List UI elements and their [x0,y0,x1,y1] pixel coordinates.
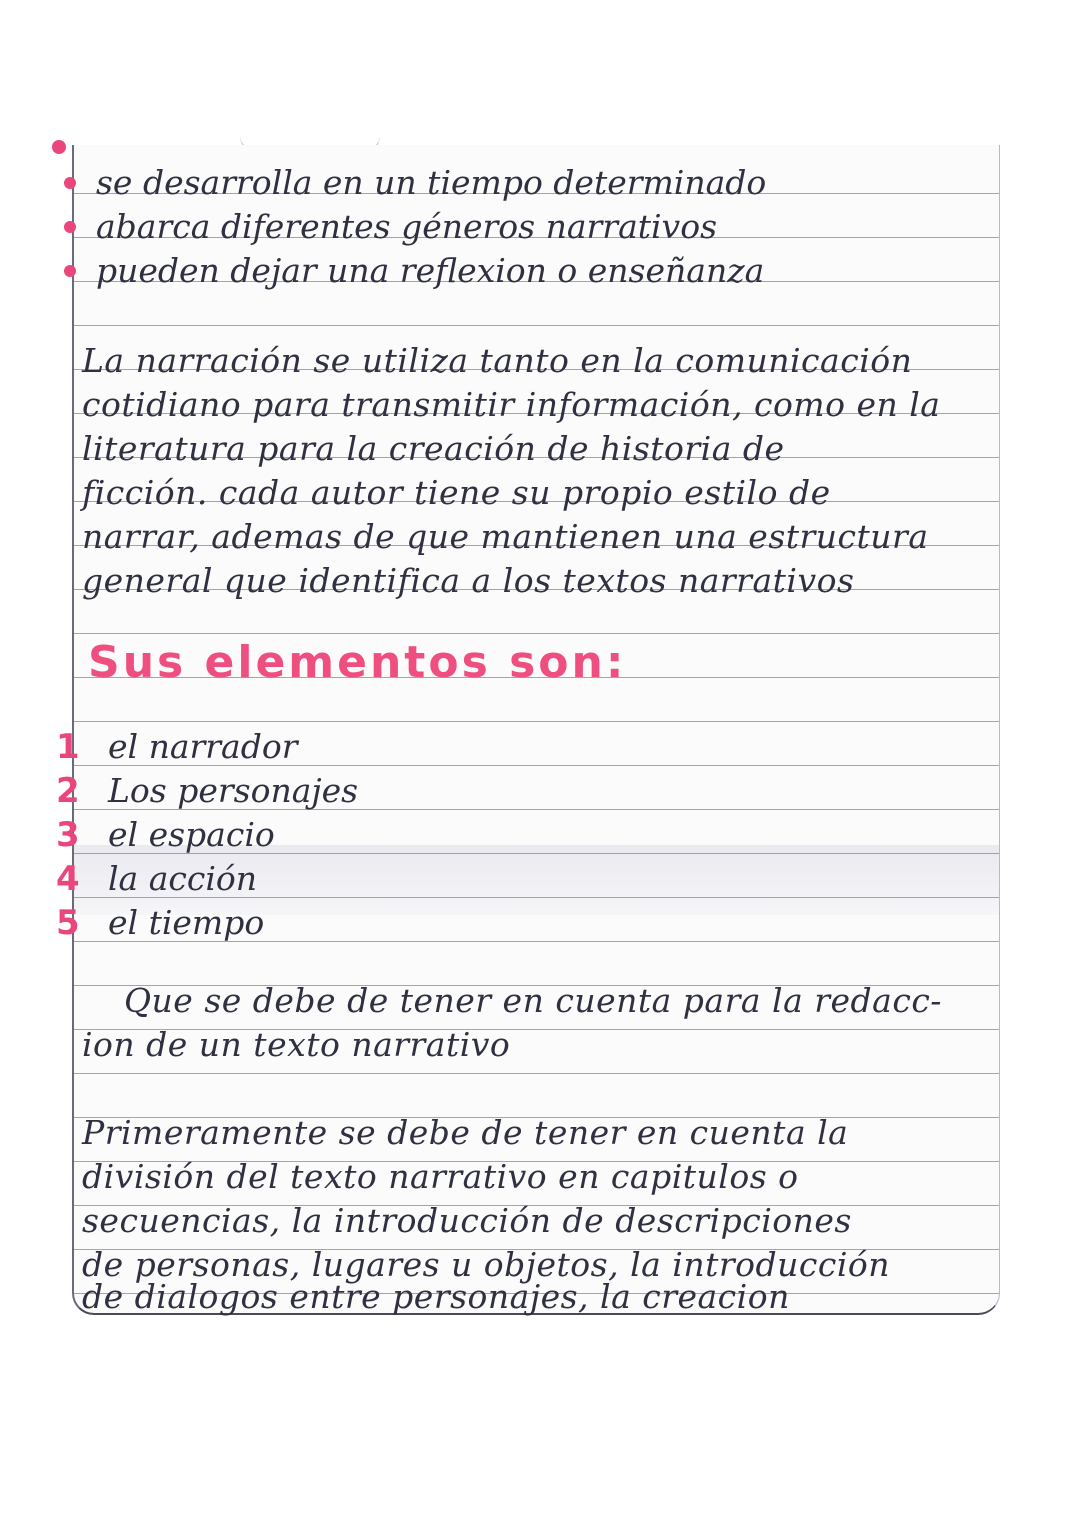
paragraph-line: división del texto narrativo en capitulos o [82,1157,799,1196]
paragraph-line: literatura para la creación de historia de [82,429,785,468]
paragraph-line: La narración se utiliza tanto en la comunicación [82,341,913,380]
paragraph-line: Primeramente se debe de tener en cuenta la [82,1113,849,1152]
bullet-dot [64,177,76,189]
bullet-text: pueden dejar una reflexion o enseñanza [96,251,765,290]
list-number: 2 [56,771,80,811]
list-number: 4 [56,859,80,899]
paragraph-line: ficción. cada autor tiene su propio estilo de [82,473,831,512]
paragraph-line: general que identifica a los textos narrativos [82,561,855,600]
ruled-line [74,325,999,326]
ruled-line [74,1073,999,1074]
list-text: la acción [108,859,258,898]
paragraph-line: narrar, ademas de que mantienen una estructura [82,517,929,556]
bullet-text: abarca diferentes géneros narrativos [96,207,718,246]
list-number: 3 [56,815,80,855]
lined-paper [56,145,1000,1316]
paragraph-line: cotidiano para transmitir información, como en la [82,385,941,424]
section-heading: Sus elementos son: [88,637,627,688]
list-number: 1 [56,727,80,767]
bullet-dot [64,265,76,277]
list-text: el tiempo [108,903,265,942]
list-text: el espacio [108,815,275,854]
list-number: 5 [56,903,80,943]
paragraph-line: de personas, lugares u objetos, la introducción [82,1245,891,1284]
question-line: ion de un texto narrativo [82,1025,511,1064]
paragraph-line: de dialogos entre personajes, la creacion [82,1277,790,1316]
list-text: Los personajes [108,771,359,810]
bullet-text: se desarrolla en un tiempo determinado [96,163,767,202]
bullet-dot [64,221,76,233]
question-line: Que se debe de tener en cuenta para la redacc- [124,981,942,1020]
paragraph-line: secuencias, la introducción de descripciones [82,1201,852,1240]
bullet-dot [52,140,66,154]
ruled-line [74,633,999,634]
list-text: el narrador [108,727,298,766]
ruled-line [74,721,999,722]
